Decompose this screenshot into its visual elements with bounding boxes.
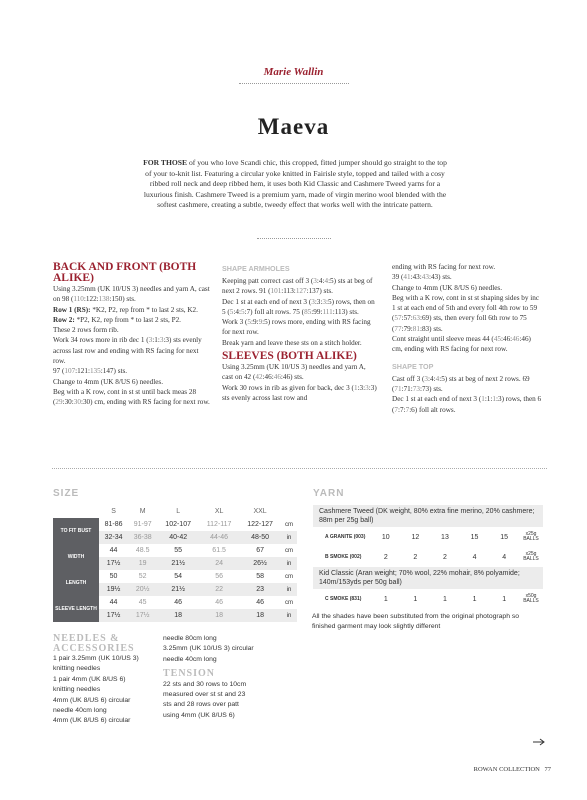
size-header-row [53,505,297,518]
size-value: 58 [256,573,264,580]
yarn-qty: 15 [470,533,479,541]
yarn-qty: 1 [383,595,388,603]
list-item: needle 40cm long [163,655,217,663]
yarn-row [313,547,543,567]
tension-list [163,680,293,722]
instruction: Cont straight until sleeve meas 44 (45:46:46:46) cm, ending with RS facing for next row. [392,335,531,354]
instruction: 97 (107:121:135:147) sts. [53,367,128,376]
list-item: 3.25mm (UK 10/US 3) circular [163,645,254,653]
size-value: 48-50 [251,534,270,541]
instruction: Break yarn and leave these sts on a stitch holder. [222,338,362,347]
size-value: 52 [138,573,147,580]
needles-list [53,654,163,727]
list-item: knitting needles [53,686,101,694]
size-value: 61.5 [212,547,226,554]
size-heading: SIZE [53,488,80,499]
size-value: 20½ [135,586,150,593]
size-table [53,505,297,622]
yarn-qty: 2 [383,553,388,561]
needles-section-cont [163,634,293,721]
size-row [53,518,297,531]
size-value: 50 [109,573,118,580]
size-value: 46 [256,599,264,606]
yarn-table [313,505,543,609]
column-sleeves-cont [392,262,542,415]
size-row [53,596,297,609]
subheading-shape-top: SHAPE TOP [392,361,434,371]
size-value: 17½ [106,560,121,567]
size-row [53,544,297,557]
size-unit: in [286,534,292,541]
size-value: 102-107 [165,521,191,528]
size-unit: cm [285,547,293,554]
footer [474,766,551,773]
yarn-unit: x25g BALLS [523,551,539,562]
yarn-qty: 1 [442,595,447,603]
size-value: 44-46 [210,534,229,541]
instruction: Row 2: *P2, K2, rep from * to last 2 sts, P2. [53,315,181,324]
instruction: Using 3.25mm (UK 10/US 3) needles and yarn A, cast on 42 (42:46:46:46) sts. [222,363,366,382]
size-row-label: LENGTH [53,570,99,596]
size-value: 40-42 [169,534,188,541]
size-value: 67 [256,547,264,554]
yarn-qty: 4 [472,553,477,561]
section-heading-back-front: BACK AND FRONT (BOTH ALIKE) [53,261,197,284]
size-value: 32-34 [104,534,123,541]
yarn-qty: 2 [413,553,418,561]
list-item: 1 pair 3.25mm (UK 10/US 3) [53,655,139,662]
section-rule [52,468,547,469]
size-header-blank [281,505,297,518]
list-item: needle 40cm long [53,707,107,715]
yarn-shade: C SMOKE (831) [325,596,362,602]
instruction: Change to 4mm (UK 8/US 6) needles. [392,283,502,292]
yarn-unit: x50g BALLS [523,593,539,604]
size-header: L [176,508,181,515]
size-row [53,570,297,583]
yarn-shade: A GRANITE (003) [325,534,366,540]
instruction: Beg with a K row, cont in st st shaping sides by inc 1 st at each end of 5th and every foll 4th row to 59 (57:57:63:69) sts, then every foll 6th row to 75 (77:79:81:83) sts. [392,293,540,333]
size-unit: cm [285,599,293,606]
yarn-qty: 15 [500,533,509,541]
footer-label: ROWAN COLLECTION [473,766,540,773]
size-value: 18 [256,612,264,619]
instruction: Work 3 (5:9:9:5) rows more, ending with RS facing for next row. [222,318,371,337]
size-row-label: TO FIT BUST [53,518,99,544]
page-title: Maeva [257,114,330,139]
instruction: Using 3.25mm (UK 10/US 3) needles and yarn A, cast on 98 (110:122:138:150) sts. [53,285,210,304]
yarn-qty: 4 [502,553,507,561]
instruction: Dec 1 st at each end of next 3 (1:1:1:3) rows, then 6 (7:7:7:6) foll alt rows. [392,395,542,414]
section-heading-sleeves: SLEEVES (BOTH ALIKE) [222,350,357,363]
list-item: needle 80cm long [163,635,217,642]
size-unit: in [286,612,292,619]
intro-divider [257,238,331,239]
yarn-row [313,589,543,609]
size-value: 18 [174,612,183,619]
needles-section [53,634,163,727]
yarn-qty: 13 [441,533,449,541]
size-unit: in [286,586,292,593]
yarn-unit: x25g BALLS [523,531,539,542]
size-value: 21½ [171,560,185,567]
instruction: Cast off 3 (3:4:4:5) sts at beg of next 2 rows. 69 (71:71:73:73) sts. [392,374,530,393]
size-value: 44 [109,547,118,554]
list-item: 22 sts and 30 rows to 10cm [163,680,247,688]
size-header: XL [214,508,224,515]
instruction: Dec 1 st at each end of next 3 (3:3:3:5) rows, then on 5 (5:4:5:7) foll alt rows. 75 (85:99:111:113) sts. [222,297,375,316]
yarn-description: Kid Classic (Aran weight; 70% wool, 22% mohair, 8% polyamide; 140m/153yds per 50g ball) [313,567,543,589]
substitution-note: All the shades have been substituted from the original photograph so finished garment may look slightly different [312,613,520,630]
instruction: Row 1 (RS): *K2, P2, rep from * to last 2 sts, K2. [53,305,198,314]
needles-list [163,634,293,665]
size-section [53,488,297,622]
list-item: 4mm (UK 8/US 6) circular [53,717,131,725]
yarn-heading: YARN [313,488,345,499]
size-value: 81-86 [104,521,123,528]
list-item: measured over st st and 23 [163,691,246,699]
size-value: 122-127 [247,521,273,528]
size-value: 26½ [253,560,267,567]
page-number: 77 [544,766,551,773]
size-value: 19 [138,560,147,567]
divider [239,83,349,84]
intro-paragraph [142,158,448,211]
tension-heading: TENSION [163,668,216,680]
size-row-label: SLEEVE LENGTH [53,596,99,622]
yarn-section [313,488,543,609]
yarn-description: Cashmere Tweed (DK weight, 80% extra fine merino, 20% cashmere; 88m per 25g ball) [313,505,543,527]
instruction: Change to 4mm (UK 8/US 6) needles. [53,377,163,386]
instruction: 39 (41:43:43:43) sts. [392,273,452,282]
size-value: 48.5 [135,547,150,554]
size-value: 24 [215,560,224,567]
instruction: ending with RS facing for next row. [392,263,496,271]
list-item: sts and 28 rows over patt [163,701,239,709]
size-header: S [111,508,116,515]
size-header-blank [53,505,99,518]
column-armholes-sleeves [222,263,377,403]
instruction: Work 30 rows in rib as given for back, dec 3 (1:3:3:3) sts evenly across last row and [222,383,377,402]
yarn-qty: 1 [413,595,418,603]
yarn-qty: 12 [411,533,420,541]
size-value: 91-97 [133,521,152,528]
yarn-row [313,527,543,547]
size-value: 18 [215,612,224,619]
size-unit: in [286,560,292,567]
designer-header [0,66,587,84]
instruction: Work 34 rows more in rib dec 1 (3:1:3:3) sts evenly across last row and ending with RS facing for next row. [53,336,202,366]
list-item: 1 pair 4mm (UK 8/US 6) [53,675,126,683]
size-unit: cm [285,573,293,580]
size-value: 46 [215,599,224,606]
yarn-shade: B SMOKE (002) [325,554,362,560]
designer-name: Marie Wallin [263,66,324,78]
list-item: 4mm (UK 8/US 6) circular [53,696,131,704]
size-header: M [139,508,146,515]
size-value: 45 [138,599,147,606]
instruction: Beg with a K row, cont in st st until back meas 28 (29:30:30:30) cm, ending with RS facing for next row. [53,387,210,407]
column-back-front [53,262,211,408]
yarn-qty: 1 [472,595,477,603]
intro-lead: FOR THOSE [143,158,188,167]
size-value: 19½ [106,586,121,593]
size-row-label: WIDTH [53,544,99,570]
size-value: 23 [256,586,264,593]
size-value: 46 [174,599,183,606]
size-value: 36-38 [133,534,152,541]
size-value: 112-117 [206,521,232,528]
needles-heading: NEEDLES & ACCESSORIES [53,633,135,654]
instruction: These 2 rows form rib. [53,326,119,335]
intro-text: of you who love Scandi chic, this cropped, fitted jumper should go straight to the top of your to-knit list. Featuring a circular yoke knitted in Fairisle style, topped and tailed with a cosy ribbed roll neck and deep ribbed hem, it uses both Kid Classic and Cashmere Tweed yarns for a luxurious finish. Cashmere Tweed is a premium yarn, made of virgin merino wool blended with the softest cashmere, creating a subtle, tweedy effect that works well with the intricate pattern. [143,158,447,210]
list-item: knitting needles [53,665,101,673]
subheading-shape-armholes: SHAPE ARMHOLES [222,264,290,273]
size-value: 55 [174,547,183,554]
list-item: using 4mm (UK 8/US 6) [163,711,235,719]
size-header: XXL [253,508,267,515]
instruction: Keeping patt correct cast off 3 (3:4:4:5) sts at beg of next 2 rows. 91 (101:113:127:137) sts. [222,277,373,296]
size-unit: cm [285,521,293,528]
yarn-qty: 10 [381,533,390,541]
arrow-icon [532,737,546,747]
yarn-qty: 1 [502,595,507,603]
size-value: 56 [215,573,224,580]
size-value: 54 [174,573,183,580]
yarn-qty: 2 [442,553,447,561]
size-value: 22 [215,586,224,593]
size-value: 21½ [171,586,185,593]
size-value: 17½ [135,612,150,619]
size-value: 44 [109,599,118,606]
size-value: 17½ [106,612,121,619]
